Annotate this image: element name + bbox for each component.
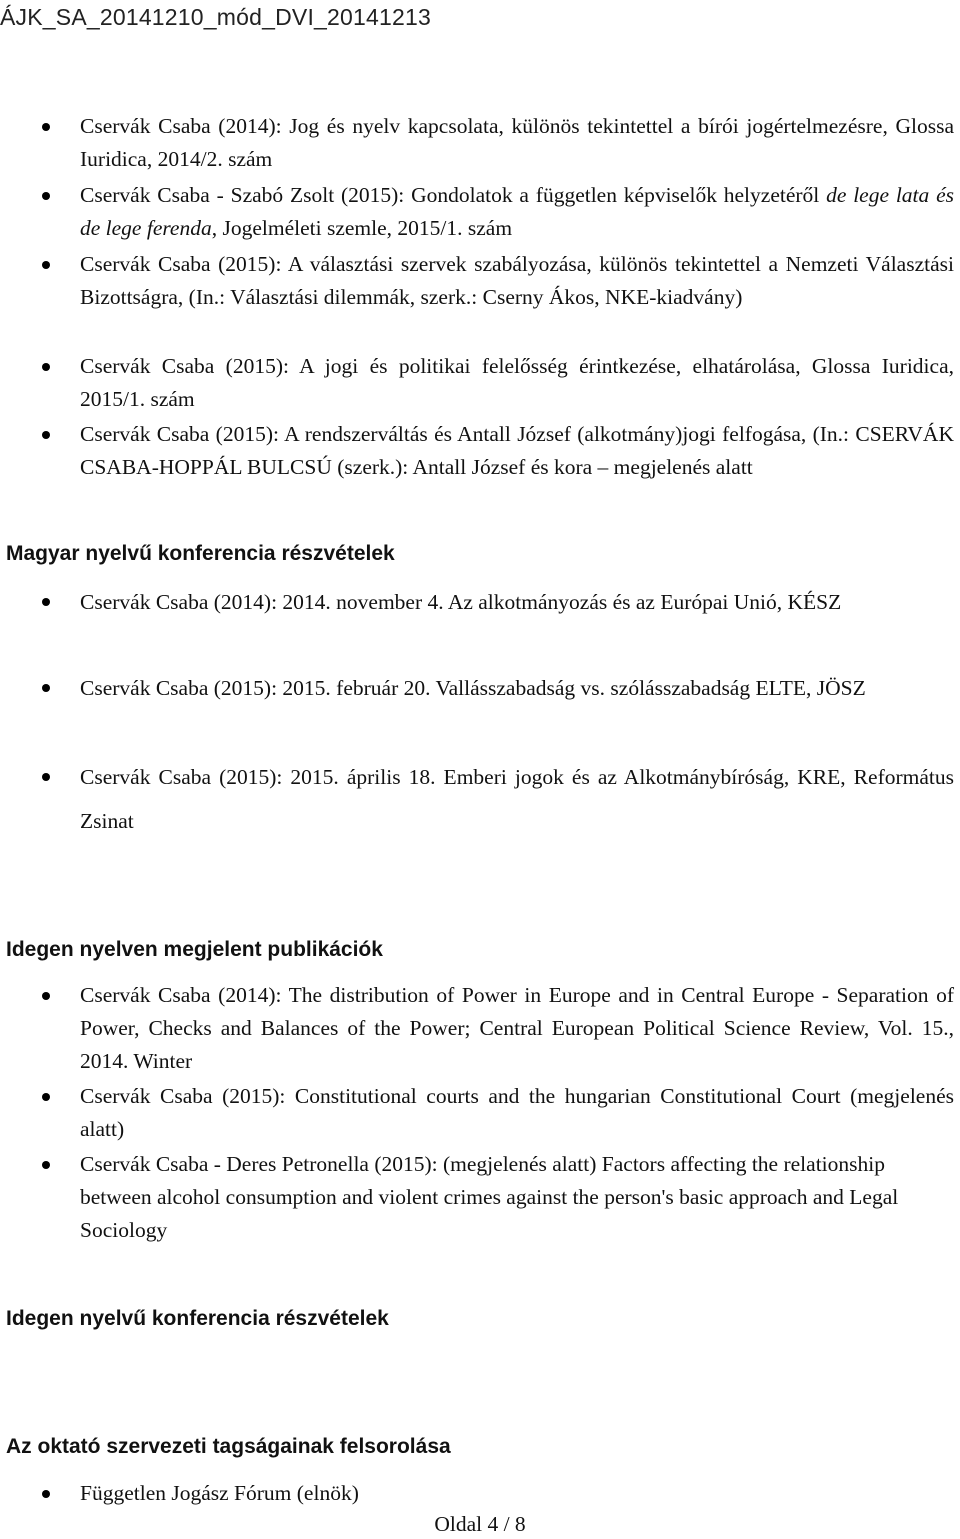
bullet-icon xyxy=(42,431,50,439)
list-item-text: Cservák Csaba (2015): 2015. április 18. Emberi jogok és az Alkotmánybíróság, KRE, Református Zsinat xyxy=(80,765,954,833)
citation-suffix: , Jogelméleti szemle, 2015/1. szám xyxy=(211,216,513,240)
list-item-text xyxy=(80,179,954,245)
bullet-icon xyxy=(42,192,50,200)
list-item-text: Cservák Csaba - Deres Petronella (2015): (megjelenés alatt) Factors affecting the relationship between alcohol consumption and violent crimes against the person's basic approach and Legal Sociology xyxy=(80,1152,899,1242)
section-heading: Idegen nyelven megjelent publikációk xyxy=(6,938,383,961)
citation-prefix: Cservák Csaba - Szabó Zsolt (2015): Gondolatok a független képviselők helyzetéről xyxy=(80,183,827,207)
bullet-icon xyxy=(42,261,50,269)
bullet-icon xyxy=(42,598,50,606)
bullet-icon xyxy=(42,123,50,131)
list-item-text: Cservák Csaba (2015): 2015. február 20. Vallásszabadság vs. szólásszabadság ELTE, JÖSZ xyxy=(80,676,866,700)
list-item-text: Cservák Csaba (2014): 2014. november 4. Az alkotmányozás és az Európai Unió, KÉSZ xyxy=(80,590,842,614)
list-item-text: Cservák Csaba (2014): Jog és nyelv kapcsolata, különös tekintettel a bírói jogértelmezésre, Glossa Iuridica, 2014/2. szám xyxy=(80,114,954,171)
list-item-text: Cservák Csaba (2015): A jogi és politikai felelősség érintkezése, elhatárolása, Glossa Iuridica, 2015/1. szám xyxy=(80,354,954,411)
page-number: Oldal 4 / 8 xyxy=(434,1512,526,1536)
bullet-icon xyxy=(42,684,50,692)
section-heading: Magyar nyelvű konferencia részvételek xyxy=(6,542,395,565)
bullet-icon xyxy=(42,1093,50,1101)
list-item-text: Cservák Csaba (2015): A választási szervek szabályozása, különös tekintettel a Nemzeti Választási Bizottságra, (In.: Választási dilemmák, szerk.: Cserny Ákos, NKE-kiadvány) xyxy=(80,252,954,309)
citation-italic: de lege lata és de lege ferenda xyxy=(80,183,954,240)
list-item-text: Független Jogász Fórum (elnök) xyxy=(80,1481,359,1505)
bullet-icon xyxy=(42,363,50,371)
list-item-text: Cservák Csaba (2015): A rendszerváltás és Antall József (alkotmány)jogi felfogása, (In.: CSERVÁK CSABA-HOPPÁL BULCSÚ (szerk.): Antall József és kora – megjelenés alatt xyxy=(80,422,954,479)
section-heading: Idegen nyelvű konferencia részvételek xyxy=(6,1307,389,1330)
bullet-icon xyxy=(42,1161,50,1169)
bullet-icon xyxy=(42,1490,50,1498)
bullet-icon xyxy=(42,773,50,781)
bullet-icon xyxy=(42,992,50,1000)
document-header: ÁJK_SA_20141210_mód_DVI_20141213 xyxy=(0,4,431,30)
list-item-text: Cservák Csaba (2014): The distribution of Power in Europe and in Central Europe - Separation of Power, Checks and Balances of the Power; Central European Political Science Review, Vol. 15., 2014. Winter xyxy=(80,983,954,1073)
list-item-text: Cservák Csaba (2015): Constitutional courts and the hungarian Constitutional Court (megjelenés alatt) xyxy=(80,1084,954,1141)
section-heading: Az oktató szervezeti tagságainak felsorolása xyxy=(6,1435,451,1458)
